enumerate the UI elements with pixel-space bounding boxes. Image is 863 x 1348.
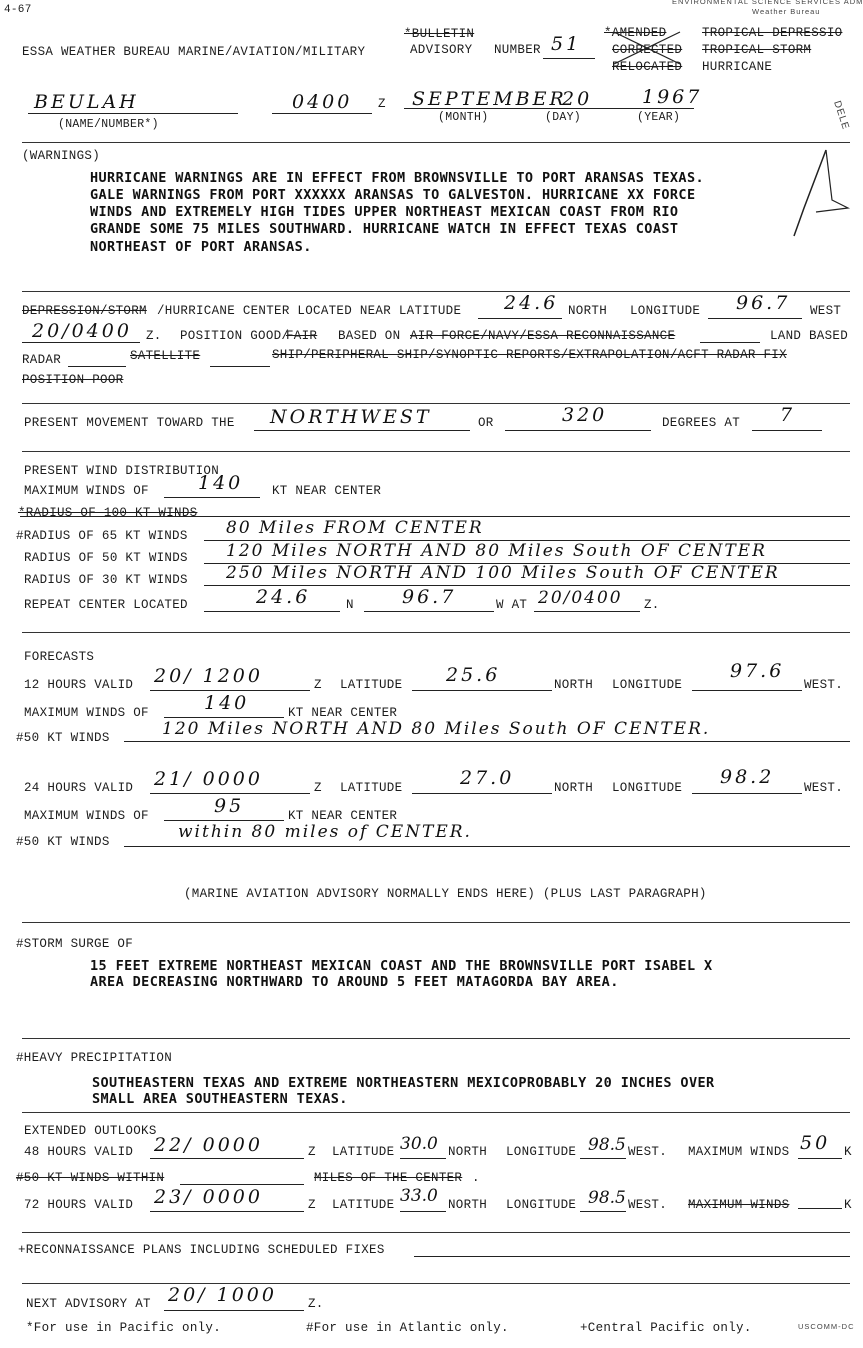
bureau-name: Weather Bureau bbox=[752, 7, 821, 16]
h48-lon-line bbox=[580, 1158, 626, 1159]
footnote-pacific: *For use in Pacific only. bbox=[26, 1321, 222, 1335]
z-label: Z. bbox=[644, 598, 660, 612]
h72-longitude: 98.5 bbox=[588, 1188, 626, 1208]
h72-max-line bbox=[798, 1208, 842, 1209]
f24-max-line bbox=[164, 820, 284, 821]
storm-name: BEULAH bbox=[34, 91, 139, 113]
north-label: NORTH bbox=[448, 1145, 488, 1159]
relocated-label: RELOCATED bbox=[612, 60, 683, 74]
land-based-label: LAND BASED bbox=[770, 329, 849, 343]
amended-label: *AMENDED bbox=[604, 26, 667, 40]
h48-max-label: MAXIMUM WINDS bbox=[688, 1145, 790, 1159]
agency-name: ENVIRONMENTAL SCIENCE SERVICES ADM bbox=[672, 0, 863, 6]
year-caption: (YEAR) bbox=[637, 111, 681, 124]
f24-hours-label: 24 HOURS VALID bbox=[24, 781, 134, 795]
movement-direction: NORTHWEST bbox=[270, 406, 432, 428]
f12-kt-label: KT NEAR CENTER bbox=[288, 706, 398, 720]
next-advisory-label: NEXT ADVISORY AT bbox=[26, 1297, 151, 1311]
repeat-lon-line bbox=[364, 611, 494, 612]
name-caption: (NAME/NUMBER*) bbox=[58, 118, 159, 131]
side-mark: DELE bbox=[831, 99, 851, 132]
f24-valid: 21/ 0000 bbox=[154, 768, 263, 790]
radius-100-label: *RADIUS OF 100 KT WINDS bbox=[18, 506, 198, 520]
divider bbox=[22, 403, 850, 404]
warnings-line-1: HURRICANE WARNINGS ARE IN EFFECT FROM BROWNSVILLE TO PORT ARANSAS TEXAS. bbox=[90, 170, 704, 186]
h72-lon-line bbox=[580, 1211, 626, 1212]
divider bbox=[22, 451, 850, 452]
north-label: NORTH bbox=[448, 1198, 488, 1212]
f24-lon-line bbox=[692, 793, 802, 794]
north-label: NORTH bbox=[554, 781, 594, 795]
f12-valid: 20/ 1200 bbox=[154, 665, 263, 687]
divider bbox=[22, 1232, 850, 1233]
z-label: Z bbox=[314, 781, 322, 795]
h48-valid: 22/ 0000 bbox=[154, 1134, 263, 1156]
west-label: WEST. bbox=[628, 1145, 668, 1159]
direction-line bbox=[254, 430, 470, 431]
h48-lat-line bbox=[400, 1158, 446, 1159]
divider bbox=[22, 1112, 850, 1113]
degrees-at-label: DEGREES AT bbox=[662, 416, 741, 430]
k-label: K bbox=[844, 1145, 852, 1159]
radius-50-value: 120 Miles NORTH AND 80 Miles South OF CENTER bbox=[226, 541, 767, 561]
ship-reports-label: SHIP/PERIPHERAL SHIP/SYNOPTIC REPORTS/EXTRAPOLATION/ACFT RADAR FIX bbox=[272, 348, 787, 362]
h72-label: 72 HOURS VALID bbox=[24, 1198, 134, 1212]
z-label: Z bbox=[314, 678, 322, 692]
depression-storm-label: DEPRESSION/STORM bbox=[22, 304, 147, 318]
heavy-precip-label: #HEAVY PRECIPITATION bbox=[16, 1051, 173, 1065]
heavy-precip-line-1: SOUTHEASTERN TEXAS AND EXTREME NORTHEASTERN MEXICOPROBABLY 20 INCHES OVER bbox=[92, 1075, 715, 1091]
f24-lon-label: LONGITUDE bbox=[612, 781, 683, 795]
advisory-month: SEPTEMBER bbox=[412, 88, 567, 110]
footnote-central-pacific: +Central Pacific only. bbox=[580, 1321, 752, 1335]
form-title: ESSA WEATHER BUREAU MARINE/AVIATION/MILITARY bbox=[22, 45, 366, 59]
recon-source-label: AIR FORCE/NAVY/ESSA RECONNAISSANCE bbox=[410, 329, 676, 343]
recon-plans-label: +RECONNAISSANCE PLANS INCLUDING SCHEDULED FIXES bbox=[18, 1243, 385, 1257]
f24-valid-line bbox=[150, 793, 310, 794]
radius-50-label: RADIUS OF 50 KT WINDS bbox=[24, 551, 188, 565]
footnote-atlantic: #For use in Atlantic only. bbox=[306, 1321, 509, 1335]
extended-outlooks-label: EXTENDED OUTLOOKS bbox=[24, 1124, 157, 1138]
divider bbox=[22, 632, 850, 633]
radar-label: RADAR bbox=[22, 353, 62, 367]
longitude-line bbox=[708, 318, 802, 319]
f24-w50-value: within 80 miles of CENTER. bbox=[178, 822, 472, 842]
f12-max-winds: 140 bbox=[204, 692, 250, 714]
z-label: Z bbox=[308, 1145, 316, 1159]
position-good-label: POSITION GOOD/ bbox=[180, 329, 290, 343]
north-label: NORTH bbox=[554, 678, 594, 692]
center-time-line bbox=[22, 342, 140, 343]
west-label: WEST. bbox=[628, 1198, 668, 1212]
fair-label: FAIR bbox=[286, 329, 318, 343]
or-label: OR bbox=[478, 416, 494, 430]
max-winds-line bbox=[164, 497, 260, 498]
strike-cross-mark bbox=[610, 28, 690, 68]
tropical-depression-label: TROPICAL DEPRESSIO bbox=[702, 26, 843, 40]
h48-max-line bbox=[798, 1158, 842, 1159]
radar-line bbox=[68, 366, 126, 367]
h72-max-struck-label: MAXIMUM WINDS bbox=[688, 1198, 790, 1212]
next-advisory-line bbox=[164, 1310, 304, 1311]
warnings-line-5: NORTHEAST OF PORT ARANSAS. bbox=[90, 239, 312, 255]
advisory-time: 0400 bbox=[292, 91, 353, 113]
west-label: WEST. bbox=[804, 678, 844, 692]
movement-speed: 7 bbox=[780, 404, 796, 426]
z-label: Z. bbox=[308, 1297, 324, 1311]
repeat-latitude: 24.6 bbox=[256, 586, 311, 608]
kt50-within-label: #50 KT WINDS WITHIN bbox=[16, 1171, 165, 1185]
f24-max-winds: 95 bbox=[214, 795, 245, 817]
f24-max-label: MAXIMUM WINDS OF bbox=[24, 809, 149, 823]
form-number: 4-67 bbox=[4, 4, 32, 16]
miles-of-center-label: MILES OF THE CENTER bbox=[314, 1171, 463, 1185]
f12-lon-line bbox=[692, 690, 802, 691]
f24-kt-label: KT NEAR CENTER bbox=[288, 809, 398, 823]
repeat-lat-line bbox=[204, 611, 340, 612]
north-label: NORTH bbox=[568, 304, 608, 318]
movement-degrees: 320 bbox=[562, 404, 608, 426]
max-winds-label: MAXIMUM WINDS OF bbox=[24, 484, 149, 498]
print-code: USCOMM-DC bbox=[798, 1322, 855, 1331]
n-label: N bbox=[346, 598, 354, 612]
center-longitude: 96.7 bbox=[736, 292, 791, 314]
f12-lat-label: LATITUDE bbox=[340, 678, 403, 692]
day-caption: (DAY) bbox=[545, 111, 582, 124]
name-line bbox=[28, 113, 238, 114]
f12-valid-line bbox=[150, 690, 310, 691]
radius-65-value: 80 Miles FROM CENTER bbox=[226, 518, 484, 538]
recon-plans-line bbox=[414, 1256, 850, 1257]
longitude-label: LONGITUDE bbox=[630, 304, 701, 318]
repeat-time: 20/0400 bbox=[538, 588, 623, 608]
number-label: NUMBER bbox=[494, 43, 541, 57]
radius-30-value: 250 Miles NORTH AND 100 Miles South OF CENTER bbox=[226, 563, 780, 583]
z-label: Z bbox=[378, 97, 386, 111]
h72-lat-label: LATITUDE bbox=[332, 1198, 395, 1212]
divider bbox=[22, 922, 850, 923]
center-located-label: /HURRICANE CENTER LOCATED NEAR LATITUDE bbox=[157, 304, 462, 318]
h72-latitude: 33.0 bbox=[400, 1186, 438, 1206]
divider bbox=[22, 1038, 850, 1039]
speed-line bbox=[752, 430, 822, 431]
radius-65-label: #RADIUS OF 65 KT WINDS bbox=[16, 529, 188, 543]
next-advisory-time: 20/ 1000 bbox=[168, 1284, 277, 1306]
f12-latitude: 25.6 bbox=[446, 664, 501, 686]
margin-arrow-mark bbox=[786, 148, 850, 244]
degrees-line bbox=[505, 430, 651, 431]
warnings-line-2: GALE WARNINGS FROM PORT XXXXXX ARANSAS TO GALVESTON. HURRICANE XX FORCE bbox=[90, 187, 696, 203]
period-mark: . bbox=[472, 1171, 480, 1185]
f12-w50-line bbox=[124, 741, 850, 742]
date-line bbox=[404, 108, 694, 109]
movement-label: PRESENT MOVEMENT TOWARD THE bbox=[24, 416, 235, 430]
time-line bbox=[272, 113, 372, 114]
w-at-label: W AT bbox=[496, 598, 528, 612]
repeat-center-label: REPEAT CENTER LOCATED bbox=[24, 598, 188, 612]
f24-longitude: 98.2 bbox=[720, 766, 775, 788]
forecasts-label: FORECASTS bbox=[24, 650, 95, 664]
radius-30-label: RADIUS OF 30 KT WINDS bbox=[24, 573, 188, 587]
h48-lon-label: LONGITUDE bbox=[506, 1145, 577, 1159]
h48-label: 48 HOURS VALID bbox=[24, 1145, 134, 1159]
h72-valid-line bbox=[150, 1211, 304, 1212]
number-line bbox=[543, 58, 595, 59]
center-time: 20/0400 bbox=[32, 320, 132, 342]
h72-lat-line bbox=[400, 1211, 446, 1212]
divider bbox=[22, 142, 850, 143]
warnings-line-3: WINDS AND EXTREMELY HIGH TIDES UPPER NORTHEAST MEXICAN COAST FROM RIO bbox=[90, 204, 679, 220]
marine-aviation-note: (MARINE AVIATION ADVISORY NORMALLY ENDS HERE) (PLUS LAST PARAGRAPH) bbox=[184, 887, 707, 901]
repeat-longitude: 96.7 bbox=[402, 586, 457, 608]
h48-longitude: 98.5 bbox=[588, 1135, 626, 1155]
west-label: WEST. bbox=[804, 781, 844, 795]
storm-surge-label: #STORM SURGE OF bbox=[16, 937, 134, 951]
storm-surge-line-2: AREA DECREASING NORTHWARD TO AROUND 5 FEET MATAGORDA BAY AREA. bbox=[90, 974, 619, 990]
wind-distribution-label: PRESENT WIND DISTRIBUTION bbox=[24, 464, 220, 478]
tropical-storm-label: TROPICAL STORM bbox=[702, 43, 812, 57]
h72-lon-label: LONGITUDE bbox=[506, 1198, 577, 1212]
f24-lat-line bbox=[412, 793, 552, 794]
based-on-label: BASED ON bbox=[338, 329, 401, 343]
bulletin-label: *BULLETIN bbox=[404, 27, 475, 41]
f24-lat-label: LATITUDE bbox=[340, 781, 403, 795]
hurricane-label: HURRICANE bbox=[702, 60, 773, 74]
satellite-line bbox=[210, 366, 270, 367]
latitude-line bbox=[478, 318, 562, 319]
f12-max-label: MAXIMUM WINDS OF bbox=[24, 706, 149, 720]
h48-lat-label: LATITUDE bbox=[332, 1145, 395, 1159]
f12-lat-line bbox=[412, 690, 552, 691]
storm-surge-line-1: 15 FEET EXTREME NORTHEAST MEXICAN COAST AND THE BROWNSVILLE PORT ISABEL X bbox=[90, 958, 713, 974]
heavy-precip-line-2: SMALL AREA SOUTHEASTERN TEXAS. bbox=[92, 1091, 348, 1107]
repeat-time-line bbox=[534, 611, 640, 612]
f12-w50-label: #50 KT WINDS bbox=[16, 731, 110, 745]
divider bbox=[22, 291, 850, 292]
west-label: WEST bbox=[810, 304, 842, 318]
advisory-label: ADVISORY bbox=[410, 43, 473, 57]
f12-longitude: 97.6 bbox=[730, 660, 785, 682]
max-winds-value: 140 bbox=[198, 472, 244, 494]
divider bbox=[22, 1283, 850, 1284]
warnings-label: (WARNINGS) bbox=[22, 149, 101, 163]
radius-100-line bbox=[20, 516, 850, 517]
f24-w50-line bbox=[124, 846, 850, 847]
kt50-within-line bbox=[180, 1184, 304, 1185]
recon-source-line bbox=[700, 342, 760, 343]
z-label: Z bbox=[308, 1198, 316, 1212]
kt-near-center-label: KT NEAR CENTER bbox=[272, 484, 382, 498]
h48-latitude: 30.0 bbox=[400, 1134, 438, 1154]
f12-lon-label: LONGITUDE bbox=[612, 678, 683, 692]
f12-w50-value: 120 Miles NORTH AND 80 Miles South OF CENTER. bbox=[162, 719, 711, 739]
f24-latitude: 27.0 bbox=[460, 767, 515, 789]
advisory-year: 1967 bbox=[642, 86, 703, 108]
corrected-label: CORRECTED bbox=[612, 43, 683, 57]
h48-max-winds: 50 bbox=[800, 1132, 831, 1154]
month-caption: (MONTH) bbox=[438, 111, 489, 124]
advisory-day: 20 bbox=[562, 88, 593, 110]
f12-hours-label: 12 HOURS VALID bbox=[24, 678, 134, 692]
center-latitude: 24.6 bbox=[504, 292, 559, 314]
k-label: K bbox=[844, 1198, 852, 1212]
h72-valid: 23/ 0000 bbox=[154, 1186, 263, 1208]
position-poor-label: POSITION POOR bbox=[22, 373, 124, 387]
advisory-number: 51 bbox=[551, 33, 582, 55]
satellite-label: SATELLITE bbox=[130, 349, 201, 363]
f24-w50-label: #50 KT WINDS bbox=[16, 835, 110, 849]
z-label: Z. bbox=[146, 329, 162, 343]
warnings-line-4: GRANDE SOME 75 MILES SOUTHWARD. HURRICANE WATCH IN EFFECT TEXAS COAST bbox=[90, 221, 679, 237]
h48-valid-line bbox=[150, 1158, 304, 1159]
f12-max-line bbox=[164, 717, 284, 718]
